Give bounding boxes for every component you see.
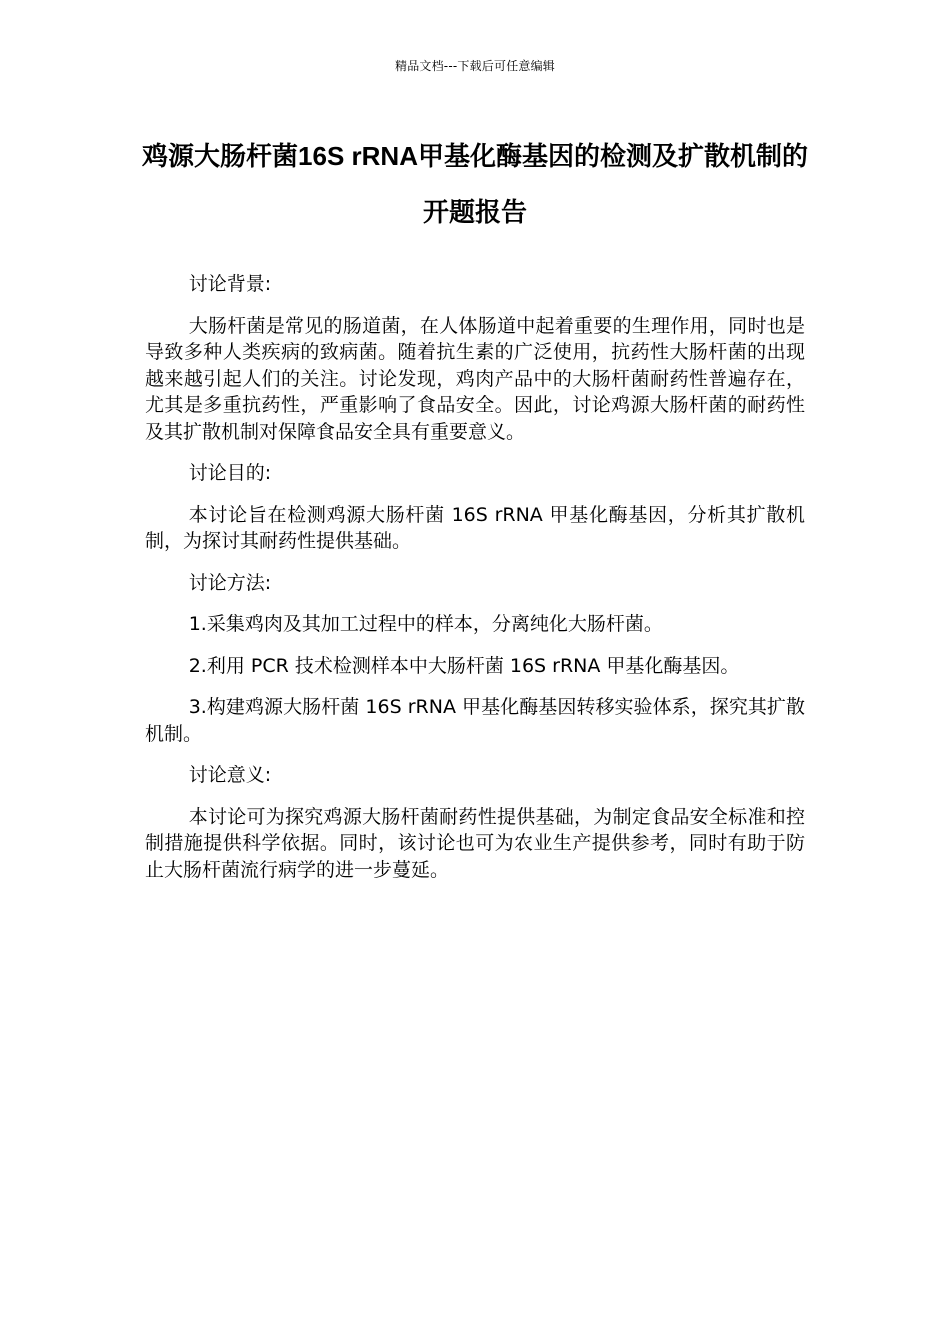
heading-background: 讨论背景: — [188, 273, 272, 295]
paragraph-significance: 本讨论可为探究鸡源大肠杆菌耐药性提供基础，为制定食品安全标准和控制措施提供科学依据。同时，该讨论也可为农业生产提供参考，同时有助于防止大肠杆菌流行病学的进一步蔓延。 — [145, 805, 805, 881]
method-step-2: 2.利用 PCR 技术检测样本中大肠杆菌 16S rRNA 甲基化酶基因。 — [188, 654, 740, 677]
method-step-1: 1.采集鸡肉及其加工过程中的样本，分离纯化大肠杆菌。 — [188, 613, 663, 635]
paragraph-purpose: 本讨论旨在检测鸡源大肠杆菌 16S rRNA 甲基化酶基因，分析其扩散机制，为探讨其耐药性提供基础。 — [145, 503, 805, 552]
paragraph-background: 大肠杆菌是常见的肠道菌，在人体肠道中起着重要的生理作用，同时也是导致多种人类疾病的致病菌。随着抗生素的广泛使用，抗药性大肠杆菌的出现越来越引起人们的关注。讨论发现，鸡肉产品中的大肠杆菌耐药性普遍存在，尤其是多重抗药性，严重影响了食品安全。因此，讨论鸡源大肠杆菌的耐药性及其扩散机制对保障食品安全具有重要意义。 — [145, 314, 805, 443]
heading-methods: 讨论方法: — [188, 571, 272, 594]
page-header-note: 精品文档---下载后可任意编辑 — [395, 59, 555, 73]
document-title: 鸡源大肠杆菌16S rRNA甲基化酶基因的检测及扩散机制的开题报告 — [142, 141, 808, 227]
heading-purpose: 讨论目的: — [188, 462, 272, 484]
heading-significance: 讨论意义: — [188, 764, 272, 786]
document-body — [145, 271, 805, 898]
method-step-3: 3.构建鸡源大肠杆菌 16S rRNA 甲基化酶基因转移实验体系，探究其扩散机制。 — [145, 696, 805, 745]
